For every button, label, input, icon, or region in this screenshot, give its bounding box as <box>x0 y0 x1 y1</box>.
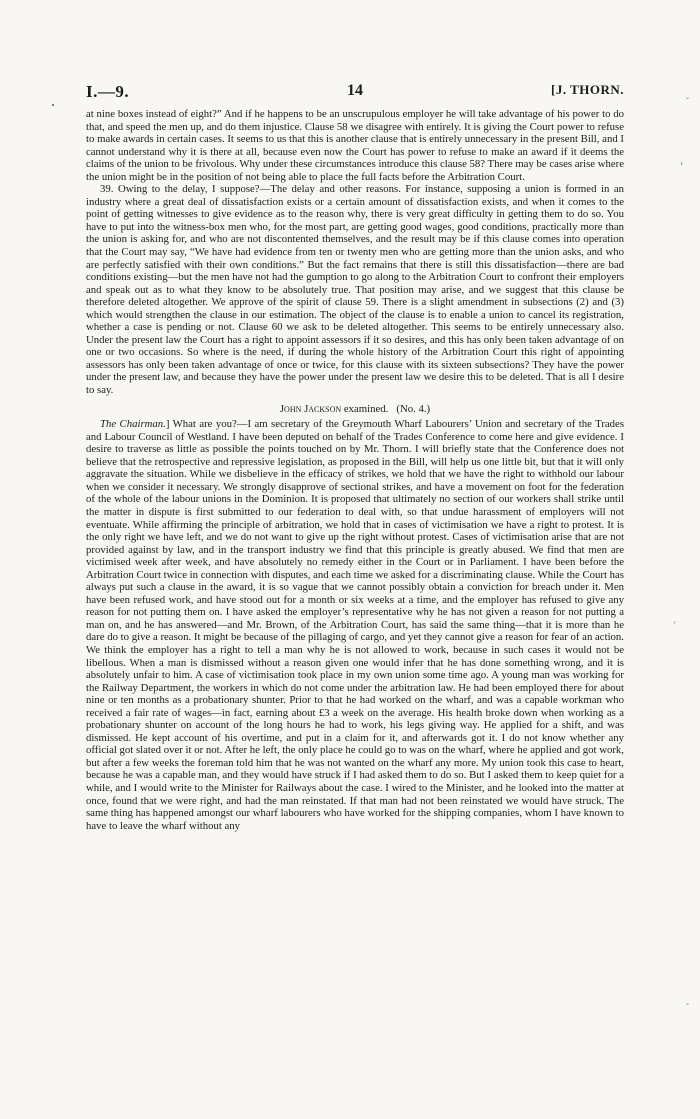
document-reference: I.—9. <box>86 82 130 101</box>
margin-dot <box>52 104 54 106</box>
witness-reference: [J. THORN. <box>550 82 624 97</box>
witness-examined-label: examined. (No. 4.) <box>341 402 431 415</box>
margin-mark-right-1: › <box>680 158 683 168</box>
speaker-label: The Chairman. <box>100 418 166 431</box>
witness-name: John Jackson <box>279 402 342 415</box>
paragraph-continuation: at nine boxes instead of eight?” And if he happens to be an unscrupulous employer he will take advantage of his power to do that, and speed the men up, and do them injustice. Clause 58 we disagree with entirely. It is giving the Court power to refuse to make awards in certain cases. It seems to us that this is another clause that is entirely unnecessary in the present Bill, and I cannot understand why it is there at all, because even now the Court has power to refuse to make an award if it deems the claims of the union to be frivolous. Why under these circumstances introduce this clause 58? There may be cases arise where the union might be in the position of not being able to place the full facts before the Arbitration Court. <box>86 108 624 183</box>
paragraph-question-39: 39. Owing to the delay, I suppose?—The delay and other reasons. For instance, supposing a union is formed in an industry where a great deal of dissatisfaction exists or a certain amount of dissatisfaction exists, and when it comes to the point of getting witnesses to give evidence as to the reason why, there is very great difficulty in getting them to do so. You have to put into the witness-box men who, for the most part, are getting good wages, good conditions, practically more than the union is asking for, and who are not discontented themselves, and the result may be if this clause comes into operation that the Court may say, “We have had evidence from ten or twenty men who are getting more than the union asks, and who are perfectly satisfied with their own conditions.” But the fact remains that there is still this dissatisfaction—there are bad conditions existing—but the men have not had the gumption to go along to the Arbitration Court to confront their employers and speak out as to what they know to be absolutely true. That position may arise, and we suggest that this clause be therefore deleted altogether. We approve of the spirit of clause 59. There is a slight amendment in subsections (2) and (3) which would strengthen the clause in our estimation. The object of the clause is to enable a union to cancel its registration, whether a case is pending or not. Clause 60 we ask to be deleted altogether. This seems to be entirely unnecessary also. Under the present law the Court has a right to appoint assessors if it so desires, and this has only been taken advantage of on one or two occasions. So where is the need, if during the whole history of the Arbitration Court this right of appointing assessors has only been taken advantage of once or twice, for this clause with its sixteen subsections? They have the power under the present law, and because they have the power under the present law we desire this to be deleted. That is all I desire to say. <box>86 183 624 397</box>
margin-mark-bottom-right: ˘ <box>686 1002 689 1012</box>
witness-heading <box>86 403 624 416</box>
margin-mark-right-2: ' <box>674 620 676 630</box>
paragraph-chairman <box>86 418 624 832</box>
page-header <box>86 82 624 108</box>
document-page <box>86 82 624 832</box>
margin-mark-top-right: ˘ <box>686 96 689 106</box>
page-number: 14 <box>347 82 363 99</box>
chairman-text: ] What are you?—I am secretary of the Greymouth Wharf Labourers’ Union and secretary of the Trades and Labour Council of Westland. I have been deputed on behalf of the Trades Conference to come here and give evidence. I desire to traverse as little as possible the points touched on by Mr. Thorn. I will briefly state that the Conference does not believe that the retrospective and repressive legislation, as proposed in the Bill, will help us one little bit, but that it will only aggravate the situation. While we disbelieve in the efficacy of strikes, we hold that we have the right to withhold our labour when we consider it necessary. We strongly disapprove of sectional strikes, and have a movement on foot for the federation of the whole of the labour unions in the Dominion. It is proposed that ultimately no section of our workers shall strike until the matter in dispute is first submitted to our federation to deal with, so that undue harassment of employers will not eventuate. While affirming the principle of arbitration, we hold that in cases of victimisation we have a right to protest. It is the only right we have left, and we do not want to give up the right without protest. Cases of victimisation arise that are not provided against by law, and in the transport industry we find that this principle is greatly abused. We find that men are victimised week after week, and have absolutely no remedy either in the Court or in Parliament. I have been before the Arbitration Court twice in connection with disputes, and each time we asked for a discriminating clause. While the Court has always put such a clause in the award, it is so vague that we cannot possibly obtain a conviction for breach under it. Men have been refused work, and have stood out for a month or six weeks at a time, and the employer has refused to give any reason for not putting them on. I have asked the employer’s representative why he has not given a reason for not putting a man on, and he has answered—and Mr. Brown, of the Arbitration Court, has said the same thing—that it is more than he dare do to give a reason. It might be because of the pillaging of cargo, and yet they cannot give a reason for fear of an action. We think the employer has a right to tell a man why he is not allowed to work, because in such cases it would not be libellous. When a man is dismissed without a reason given one would infer that he has done something wrong, and it is absolutely unfair to him. A case of victimisation took place in my own union some time ago. A young man was working for the Railway Department, the workers in which do not come under the arbitration law. He had been employed there for about nine or ten months as a probationary shunter. Prior to that he had worked on the wharf, and was a capable workman who received a fair rate of wages—in fact, earning about £3 a week on the average. His health broke down when working as a probationary shunter on account of the long hours he had to work, his legs giving way. He applied for a shift, and was dismissed. He kept account of his overtime, and put in a claim for it, and afterwards got it. I do not know whether any official got slated over it or not. After he left, the only place he could go to was on the wharf, where he applied and got work, but after a few weeks the foreman told him that he was not wanted on the wharf any more. My union took this case to heart, because he was a capable man, and they would have struck if I had asked them to do so. But I asked them to keep quiet for a while, and I would write to the Minister for Railways about the case. I wired to the Minister, and he looked into the matter at once, found that we were right, and had the man reinstated. If that man had not been reinstated we would have struck. The same thing has happened amongst our wharf labourers who have worked for the shipping companies, whom I have known to have to leave the wharf without any <box>86 418 625 832</box>
